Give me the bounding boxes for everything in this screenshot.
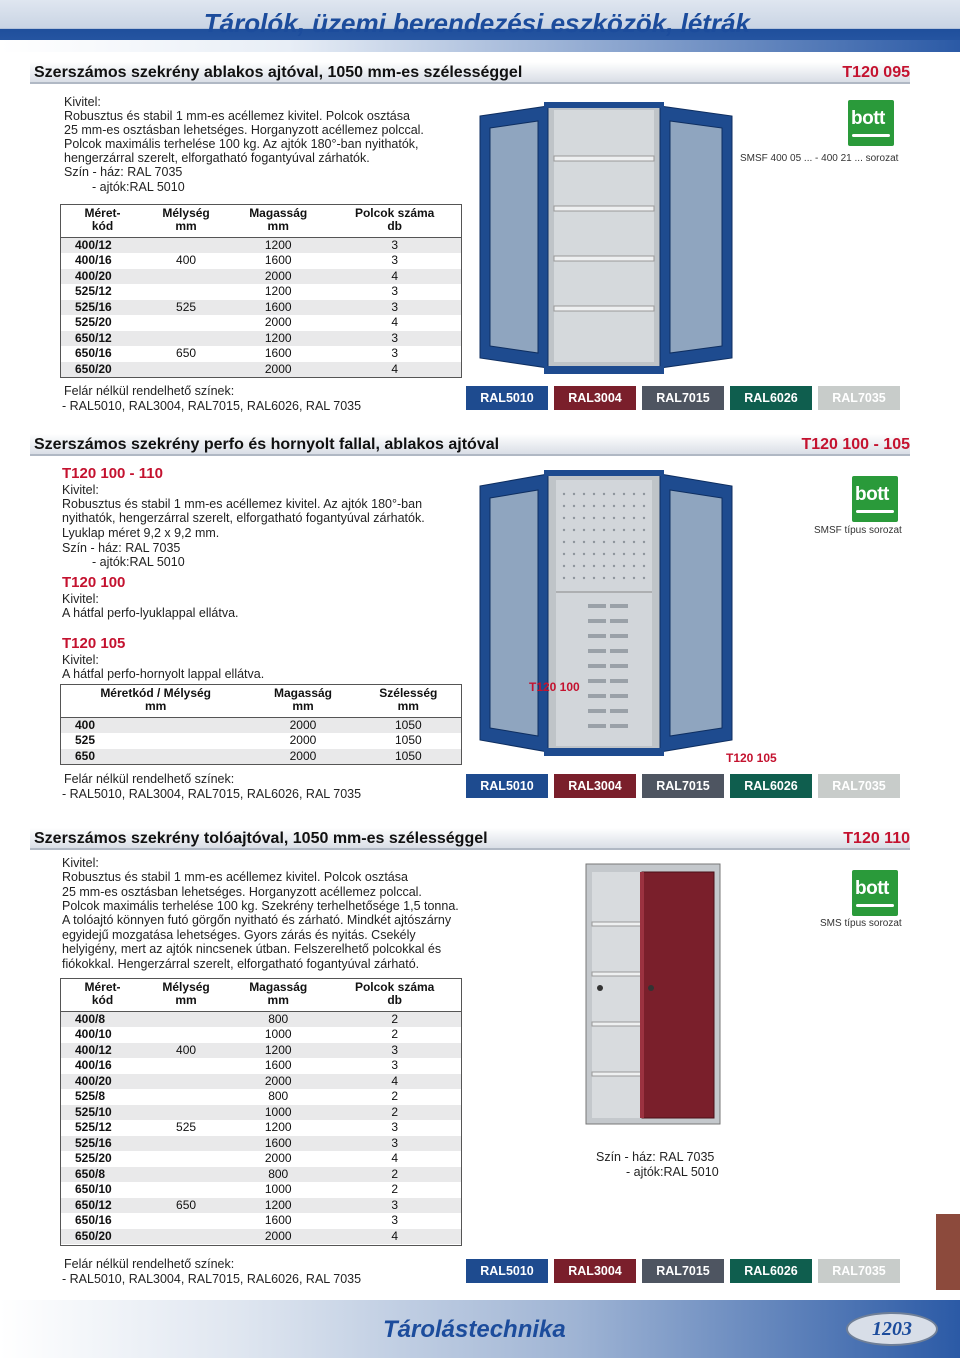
section-code: T120 100 - 105 — [801, 436, 910, 453]
table-cell — [144, 315, 228, 331]
table-cell: 4 — [328, 1151, 461, 1167]
section-code: T120 095 — [842, 64, 910, 81]
side-tab — [936, 1214, 960, 1290]
table-cell: 1200 — [228, 1198, 328, 1214]
table-cell: 800 — [228, 1167, 328, 1183]
color-note: Szín - ház: RAL 7035 — [596, 1150, 715, 1164]
desc-line: hengerzárral szerelt, elforgatható fogantyúval zárhatók. — [64, 151, 370, 165]
th-height: Magasság mm — [228, 979, 328, 1012]
table-row — [61, 1198, 461, 1214]
th-code: Méret- kód — [61, 205, 144, 238]
series-label: SMSF típus sorozat — [814, 525, 902, 536]
desc-line: Robusztus és stabil 1 mm-es acéllemez kivitel. Az ajtók 180°-ban — [62, 497, 423, 511]
table-cell: 525 — [61, 733, 250, 749]
subheading: T120 100 — [62, 574, 126, 591]
bott-logo: bott — [852, 870, 898, 916]
table-row — [61, 1120, 461, 1136]
table-row — [61, 1012, 461, 1028]
table-cell: 650/20 — [61, 1229, 144, 1245]
table-cell: 1200 — [228, 238, 328, 254]
table-cell: 3 — [328, 1198, 461, 1214]
table-cell: 4 — [328, 269, 461, 285]
table-row — [61, 749, 461, 765]
table-row — [61, 1182, 461, 1198]
table-cell — [144, 1027, 228, 1043]
section-title: Szerszámos szekrény tolóajtóval, 1050 mm-es szélességgel — [34, 830, 488, 847]
table-row — [61, 1213, 461, 1229]
section-title: Szerszámos szekrény perfo és hornyolt fallal, ablakos ajtóval — [34, 436, 500, 453]
table-row — [61, 346, 461, 362]
table-cell: 525/12 — [61, 1120, 144, 1136]
image-caption-b: T120 105 — [726, 751, 777, 765]
th-code-depth: Méretkód / Mélység mm — [61, 685, 250, 718]
color-note: - ajtók:RAL 5010 — [626, 1165, 719, 1179]
desc-line: Lyuklap méret 9,2 x 9,2 mm. — [62, 526, 220, 540]
table-cell: 2000 — [228, 362, 328, 378]
table-cell: 1600 — [228, 346, 328, 362]
table-row — [61, 1167, 461, 1183]
table-cell: 1200 — [228, 1120, 328, 1136]
table-cell: 800 — [228, 1089, 328, 1105]
surcharge-label: Felár nélkül rendelhető színek: — [64, 1257, 235, 1271]
table-cell: 2000 — [228, 1074, 328, 1090]
table-row — [61, 1074, 461, 1090]
th-shelves: Polcok száma db — [328, 979, 461, 1012]
surcharge-label: Felár nélkül rendelhető színek: — [64, 384, 235, 398]
desc-line: Robusztus és stabil 1 mm-es acéllemez kivitel. Polcok osztása — [64, 109, 410, 123]
table-row — [61, 253, 461, 269]
table-cell — [144, 1182, 228, 1198]
table-cell: 1600 — [228, 1213, 328, 1229]
table-cell: 525/20 — [61, 315, 144, 331]
table-row — [61, 315, 461, 331]
cabinet-image-sliding-doors — [578, 860, 728, 1128]
table-row — [61, 1136, 461, 1152]
surcharge-colors: - RAL5010, RAL3004, RAL7015, RAL6026, RAL 7035 — [62, 787, 362, 801]
table-row — [61, 1043, 461, 1059]
swatch-ral7035: RAL7035 — [818, 1259, 900, 1283]
desc-line: nyithatók, hengerzárral szerelt, elforgatható fogantyúval zárhatók. — [62, 511, 425, 525]
table-cell: 525/12 — [61, 284, 144, 300]
table-row — [61, 1089, 461, 1105]
table-cell: 400 — [144, 253, 228, 269]
table-cell: 1600 — [228, 1136, 328, 1152]
kivitel-label: Kivitel: — [62, 653, 99, 667]
series-label: SMSF 400 05 ... - 400 21 ... sorozat — [740, 153, 899, 164]
section-code: T120 110 — [843, 830, 910, 847]
th-shelves: Polcok száma db — [328, 205, 461, 238]
swatch-ral3004: RAL3004 — [554, 1259, 636, 1283]
table-cell: 2000 — [228, 1151, 328, 1167]
table-cell: 400 — [61, 718, 250, 734]
table-cell: 1600 — [228, 253, 328, 269]
table-cell — [144, 1089, 228, 1105]
swatch-ral6026: RAL6026 — [730, 386, 812, 410]
table-cell: 650 — [61, 749, 250, 765]
table-row — [61, 269, 461, 285]
table-cell: 400/8 — [61, 1012, 144, 1028]
kivitel-label: Kivitel: — [62, 483, 99, 497]
table-cell: 3 — [328, 238, 461, 254]
table-cell: 1050 — [356, 733, 461, 749]
table-cell: 3 — [328, 1120, 461, 1136]
table-cell: 1200 — [228, 1043, 328, 1059]
table-cell: 650/8 — [61, 1167, 144, 1183]
table-cell: 2 — [328, 1012, 461, 1028]
color-swatches — [466, 774, 900, 798]
desc-line: egyidejű mozgatása lehetséges. Gyors zárás és nyitás. Csekély — [62, 928, 416, 942]
kivitel-label: Kivitel: — [62, 856, 99, 870]
table-cell: 1200 — [228, 331, 328, 347]
table-cell: 2000 — [228, 315, 328, 331]
swatch-ral7035: RAL7035 — [818, 774, 900, 798]
spec-table — [61, 685, 461, 764]
table-cell: 2000 — [250, 733, 355, 749]
color-swatches — [466, 386, 900, 410]
table-cell: 3 — [328, 300, 461, 316]
color-note: - ajtók:RAL 5010 — [92, 555, 185, 569]
table-cell: 525/8 — [61, 1089, 144, 1105]
swatch-ral3004: RAL3004 — [554, 774, 636, 798]
swatch-ral7035: RAL7035 — [818, 386, 900, 410]
table-cell: 1050 — [356, 718, 461, 734]
swatch-ral6026: RAL6026 — [730, 774, 812, 798]
table-cell: 400 — [144, 1043, 228, 1059]
table-cell: 2000 — [250, 749, 355, 765]
desc-line: A hátfal perfo-hornyolt lappal ellátva. — [62, 667, 265, 681]
swatch-ral7015: RAL7015 — [642, 386, 724, 410]
table-cell: 1000 — [228, 1105, 328, 1121]
cabinet-image-perfo — [470, 464, 740, 764]
table-cell: 650 — [144, 346, 228, 362]
table-cell: 4 — [328, 1074, 461, 1090]
swatch-ral3004: RAL3004 — [554, 386, 636, 410]
table-cell: 400/20 — [61, 269, 144, 285]
table-cell: 2000 — [228, 1229, 328, 1245]
table-row — [61, 284, 461, 300]
table-cell: 1200 — [228, 284, 328, 300]
subheading: T120 105 — [62, 635, 126, 652]
table-cell: 2000 — [250, 718, 355, 734]
spec-table — [61, 979, 461, 1244]
table-cell: 650/16 — [61, 1213, 144, 1229]
color-note: Szín - ház: RAL 7035 — [64, 165, 183, 179]
header-curve — [0, 40, 960, 52]
page-title: Tárolók, üzemi berendezési eszközök, létrák — [203, 8, 750, 38]
swatch-ral6026: RAL6026 — [730, 1259, 812, 1283]
desc-line: Robusztus és stabil 1 mm-es acéllemez kivitel. Polcok osztása — [62, 870, 408, 884]
table-cell: 650/12 — [61, 1198, 144, 1214]
table-cell: 400/10 — [61, 1027, 144, 1043]
table-cell: 3 — [328, 1058, 461, 1074]
swatch-ral5010: RAL5010 — [466, 386, 548, 410]
table-cell — [144, 238, 228, 254]
table-cell — [144, 331, 228, 347]
table-cell: 400/16 — [61, 253, 144, 269]
desc-line: A tolóajtó könnyen futó görgőn nyitható és zárható. Mindkét ajtószárny — [62, 913, 452, 927]
color-note: Szín - ház: RAL 7035 — [62, 541, 181, 555]
th-height: Magasság mm — [228, 205, 328, 238]
table-cell — [144, 1213, 228, 1229]
table-row — [61, 1229, 461, 1245]
table-cell: 525/20 — [61, 1151, 144, 1167]
desc-line: Polcok maximális terhelése 100 kg. Szekrény terhelhetősége 1,5 tonna. — [62, 899, 459, 913]
table-cell: 2 — [328, 1167, 461, 1183]
table-cell: 2000 — [228, 269, 328, 285]
table-cell: 4 — [328, 362, 461, 378]
desc-line: 25 mm-es osztásban lehetséges. Horganyzott acéllemez polccal. — [62, 885, 422, 899]
header-band — [0, 0, 960, 52]
swatch-ral5010: RAL5010 — [466, 1259, 548, 1283]
th-height: Magasság mm — [250, 685, 355, 718]
table-cell: 2 — [328, 1105, 461, 1121]
table-cell: 650 — [144, 1198, 228, 1214]
table-cell — [144, 1229, 228, 1245]
desc-line: Polcok maximális terhelése 100 kg. Az ajtók 180°-ban nyithatók, — [64, 137, 419, 151]
table-cell: 1600 — [228, 300, 328, 316]
table-cell — [144, 284, 228, 300]
table-row — [61, 362, 461, 378]
color-swatches — [466, 1259, 900, 1283]
surcharge-colors: - RAL5010, RAL3004, RAL7015, RAL6026, RAL 7035 — [62, 399, 362, 413]
table-cell: 800 — [228, 1012, 328, 1028]
table-cell: 400/12 — [61, 238, 144, 254]
table-row — [61, 1105, 461, 1121]
table-cell: 3 — [328, 253, 461, 269]
table-cell: 1600 — [228, 1058, 328, 1074]
table-row — [61, 300, 461, 316]
table-cell: 3 — [328, 331, 461, 347]
th-code: Méret- kód — [61, 979, 144, 1012]
table-cell: 525/16 — [61, 300, 144, 316]
surcharge-colors: - RAL5010, RAL3004, RAL7015, RAL6026, RAL 7035 — [62, 1272, 362, 1286]
table-row — [61, 733, 461, 749]
section-bar-1 — [30, 62, 910, 84]
table-cell: 3 — [328, 1043, 461, 1059]
table-row — [61, 331, 461, 347]
swatch-ral7015: RAL7015 — [642, 1259, 724, 1283]
desc-line: A hátfal perfo-lyuklappal ellátva. — [62, 606, 239, 620]
swatch-ral5010: RAL5010 — [466, 774, 548, 798]
table-cell — [144, 1105, 228, 1121]
table-cell: 1000 — [228, 1027, 328, 1043]
table-cell: 400/16 — [61, 1058, 144, 1074]
table-cell — [144, 362, 228, 378]
table-cell: 650/20 — [61, 362, 144, 378]
page-number: 1203 — [846, 1312, 938, 1346]
table-cell: 525 — [144, 300, 228, 316]
spec-table — [61, 205, 461, 377]
table-cell — [144, 1151, 228, 1167]
table-row — [61, 1151, 461, 1167]
desc-line: 25 mm-es osztásban lehetséges. Horganyzott acéllemez polccal. — [64, 123, 424, 137]
section-title: Szerszámos szekrény ablakos ajtóval, 1050 mm-es szélességgel — [34, 64, 523, 81]
series-label: SMS típus sorozat — [820, 918, 902, 929]
table-cell — [144, 269, 228, 285]
kivitel-label: Kivitel: — [62, 592, 99, 606]
table-cell: 400/12 — [61, 1043, 144, 1059]
cabinet-image-window-doors — [470, 96, 740, 378]
table-row — [61, 718, 461, 734]
table-cell: 3 — [328, 284, 461, 300]
subheading: T120 100 - 110 — [62, 465, 163, 482]
table-cell — [144, 1074, 228, 1090]
table-cell: 525 — [144, 1120, 228, 1136]
table-cell: 4 — [328, 1229, 461, 1245]
footer-title: Tárolástechnika — [383, 1316, 566, 1343]
table-cell: 525/16 — [61, 1136, 144, 1152]
table-cell — [144, 1058, 228, 1074]
table-cell: 3 — [328, 1213, 461, 1229]
desc-line: fiókokkal. Hengerzárral szerelt, elforgatható fogantyúval zárható. — [62, 957, 420, 971]
table-cell: 525/10 — [61, 1105, 144, 1121]
table-cell: 3 — [328, 1136, 461, 1152]
table-cell: 1050 — [356, 749, 461, 765]
table-cell: 400/20 — [61, 1074, 144, 1090]
image-caption-a: T120 100 — [529, 680, 580, 694]
table-cell: 1000 — [228, 1182, 328, 1198]
table-cell: 3 — [328, 346, 461, 362]
th-depth: Mélység mm — [144, 205, 228, 238]
section-bar-3 — [30, 828, 910, 850]
table-cell: 2 — [328, 1182, 461, 1198]
surcharge-label: Felár nélkül rendelhető színek: — [64, 772, 235, 786]
table-cell — [144, 1167, 228, 1183]
desc-line: helyigény, mert az ajtók nincsenek útban. Felszerelhető polcokkal és — [62, 942, 442, 956]
table-cell — [144, 1012, 228, 1028]
table-cell: 650/12 — [61, 331, 144, 347]
th-width: Szélesség mm — [356, 685, 461, 718]
table-cell — [144, 1136, 228, 1152]
swatch-ral7015: RAL7015 — [642, 774, 724, 798]
table-cell: 2 — [328, 1089, 461, 1105]
bott-logo: bott — [852, 476, 898, 522]
th-depth: Mélység mm — [144, 979, 228, 1012]
table-cell: 650/16 — [61, 346, 144, 362]
table-cell: 650/10 — [61, 1182, 144, 1198]
bott-logo: bott — [848, 100, 894, 146]
table-cell: 4 — [328, 315, 461, 331]
color-note: - ajtók:RAL 5010 — [92, 180, 185, 194]
table-row — [61, 238, 461, 254]
kivitel-label: Kivitel: — [64, 95, 101, 109]
table-row — [61, 1027, 461, 1043]
table-cell: 2 — [328, 1027, 461, 1043]
section-bar-2 — [30, 434, 910, 456]
table-row — [61, 1058, 461, 1074]
